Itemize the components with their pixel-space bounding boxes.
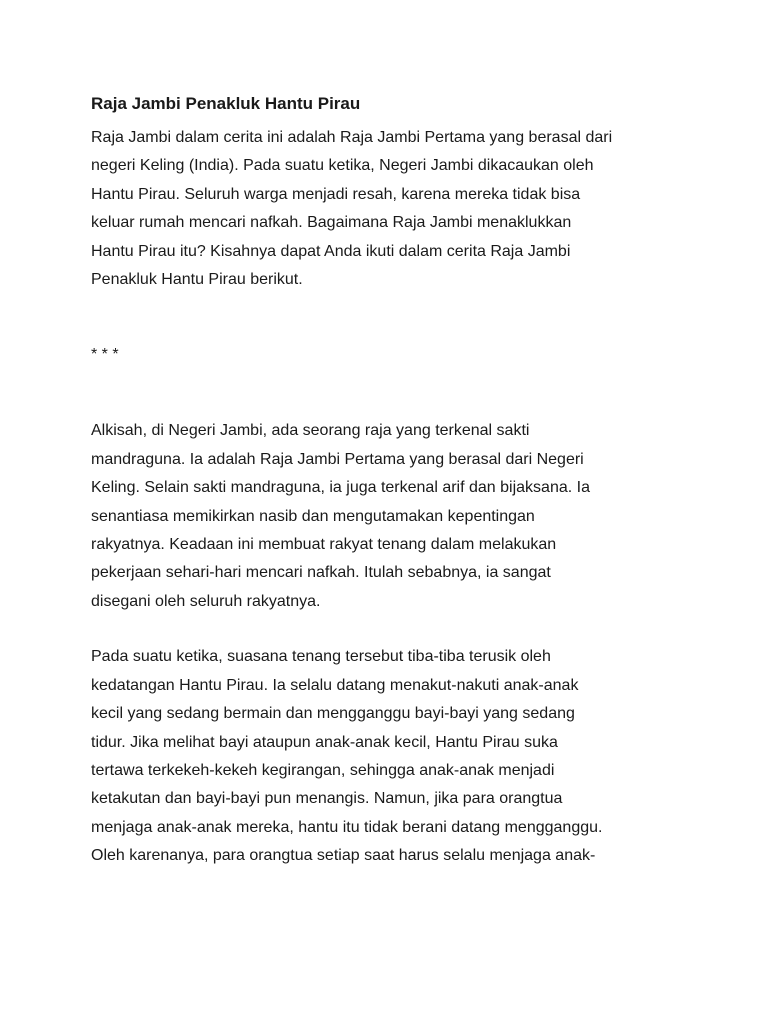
text-line: menjaga anak-anak mereka, hantu itu tidak berani datang mengganggu. — [91, 818, 603, 836]
text-line: ketakutan dan bayi-bayi pun menangis. Namun, jika para orangtua — [91, 790, 563, 808]
text-line: Raja Jambi dalam cerita ini adalah Raja Jambi Pertama yang berasal dari — [91, 129, 613, 146]
text-line: kedatangan Hantu Pirau. Ia selalu datang menakut-nakuti anak-anak — [91, 676, 579, 694]
story-paragraph-2 — [91, 643, 691, 870]
text-line: keluar rumah mencari nafkah. Bagaimana Raja Jambi menaklukkan — [91, 214, 572, 232]
text-line: rakyatnya. Keadaan ini membuat rakyat tenang dalam melakukan — [91, 536, 557, 554]
text-line: negeri Keling (India). Pada suatu ketika, Negeri Jambi dikacaukan oleh — [91, 157, 594, 175]
text-line: Alkisah, di Negeri Jambi, ada seorang raja yang terkenal sakti — [91, 422, 530, 440]
text-line: senantiasa memikirkan nasib dan mengutamakan kepentingan — [91, 507, 535, 525]
story-paragraph-1 — [91, 417, 691, 616]
intro-paragraph — [91, 124, 691, 294]
section-separator: * * * — [91, 346, 119, 364]
text-line: Penakluk Hantu Pirau berikut. — [91, 271, 303, 289]
text-line: disegani oleh seluruh rakyatnya. — [91, 592, 321, 610]
text-line: tertawa terkekeh-kekeh kegirangan, sehingga anak-anak menjadi — [91, 761, 555, 779]
text-line: Pada suatu ketika, suasana tenang tersebut tiba-tiba terusik oleh — [91, 648, 551, 666]
document-body — [91, 90, 691, 871]
text-line: Hantu Pirau itu? Kisahnya dapat Anda ikuti dalam cerita Raja Jambi — [91, 242, 571, 260]
text-line: Hantu Pirau. Seluruh warga menjadi resah, karena mereka tidak bisa — [91, 185, 581, 203]
text-line: tidur. Jika melihat bayi ataupun anak-anak kecil, Hantu Pirau suka — [91, 733, 558, 751]
document-title: Raja Jambi Penakluk Hantu Pirau — [91, 94, 361, 113]
text-line: Keling. Selain sakti mandraguna, ia juga terkenal arif dan bijaksana. Ia — [91, 479, 590, 497]
text-line: pekerjaan sehari-hari mencari nafkah. Itulah sebabnya, ia sangat — [91, 564, 551, 582]
text-line: mandraguna. Ia adalah Raja Jambi Pertama yang berasal dari Negeri — [91, 450, 584, 468]
text-line: kecil yang sedang bermain dan mengganggu bayi-bayi yang sedang — [91, 705, 575, 723]
text-line: Oleh karenanya, para orangtua setiap saat harus selalu menjaga anak- — [91, 847, 596, 865]
